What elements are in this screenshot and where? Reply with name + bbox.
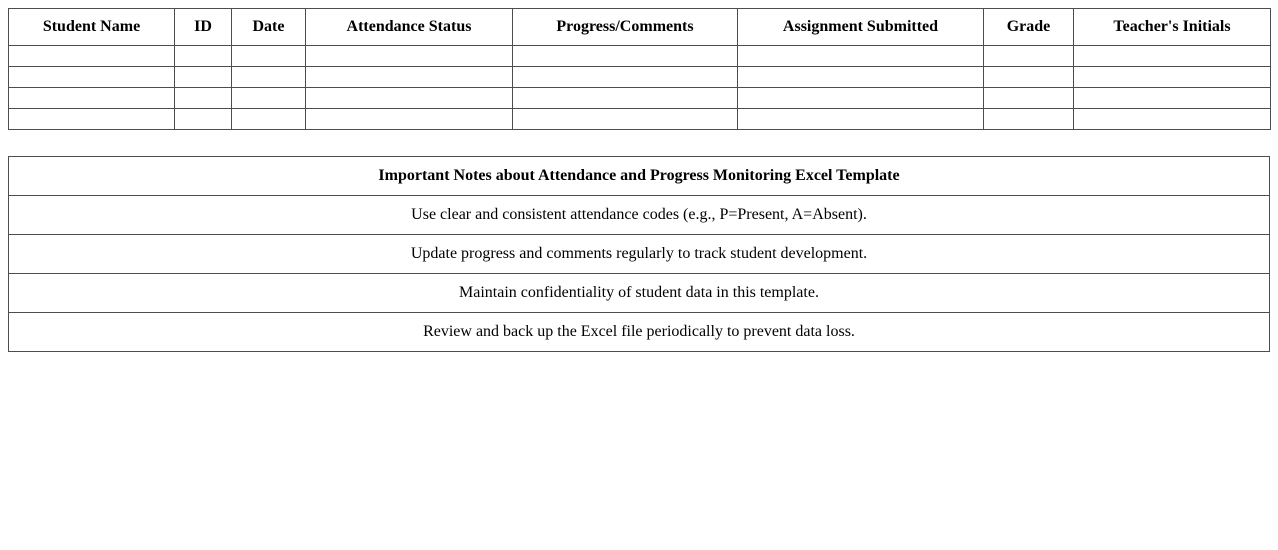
attendance-table-header [9,9,1271,46]
empty-cell [738,109,984,130]
note-row [9,235,1270,274]
empty-cell [175,46,232,67]
empty-cell [984,109,1074,130]
empty-cell [232,67,306,88]
empty-cell [513,109,738,130]
attendance-table [8,8,1271,130]
empty-cell [306,109,513,130]
column-header-grade: Grade [984,9,1074,46]
table-row [9,46,1271,67]
empty-cell [306,88,513,109]
column-header-date: Date [232,9,306,46]
table-row [9,88,1271,109]
empty-cell [1074,109,1271,130]
empty-cell [175,67,232,88]
note-row [9,313,1270,352]
column-header-teachers-initials: Teacher's Initials [1074,9,1271,46]
empty-cell [513,46,738,67]
attendance-table-body [9,46,1271,130]
empty-cell [175,109,232,130]
empty-cell [232,109,306,130]
notes-title: Important Notes about Attendance and Progress Monitoring Excel Template [9,157,1270,196]
empty-cell [232,46,306,67]
empty-cell [513,67,738,88]
notes-table-body [9,157,1270,352]
empty-cell [1074,88,1271,109]
empty-cell [1074,67,1271,88]
empty-cell [175,88,232,109]
note-text: Update progress and comments regularly to track student development. [9,235,1270,274]
empty-cell [9,46,175,67]
empty-cell [1074,46,1271,67]
column-header-assignment-submitted: Assignment Submitted [738,9,984,46]
empty-cell [9,67,175,88]
empty-cell [984,46,1074,67]
notes-title-row [9,157,1270,196]
empty-cell [738,46,984,67]
column-header-progress-comments: Progress/Comments [513,9,738,46]
empty-cell [9,109,175,130]
empty-cell [984,88,1074,109]
empty-cell [513,88,738,109]
empty-cell [984,67,1074,88]
column-header-attendance-status: Attendance Status [306,9,513,46]
column-header-student-name: Student Name [9,9,175,46]
note-text: Use clear and consistent attendance codes (e.g., P=Present, A=Absent). [9,196,1270,235]
header-row [9,9,1271,46]
note-row [9,274,1270,313]
table-row [9,109,1271,130]
note-text: Review and back up the Excel file periodically to prevent data loss. [9,313,1270,352]
column-header-id: ID [175,9,232,46]
empty-cell [232,88,306,109]
notes-table [8,156,1270,352]
empty-cell [306,46,513,67]
note-row [9,196,1270,235]
empty-cell [9,88,175,109]
empty-cell [738,67,984,88]
empty-cell [738,88,984,109]
note-text: Maintain confidentiality of student data in this template. [9,274,1270,313]
empty-cell [306,67,513,88]
table-row [9,67,1271,88]
